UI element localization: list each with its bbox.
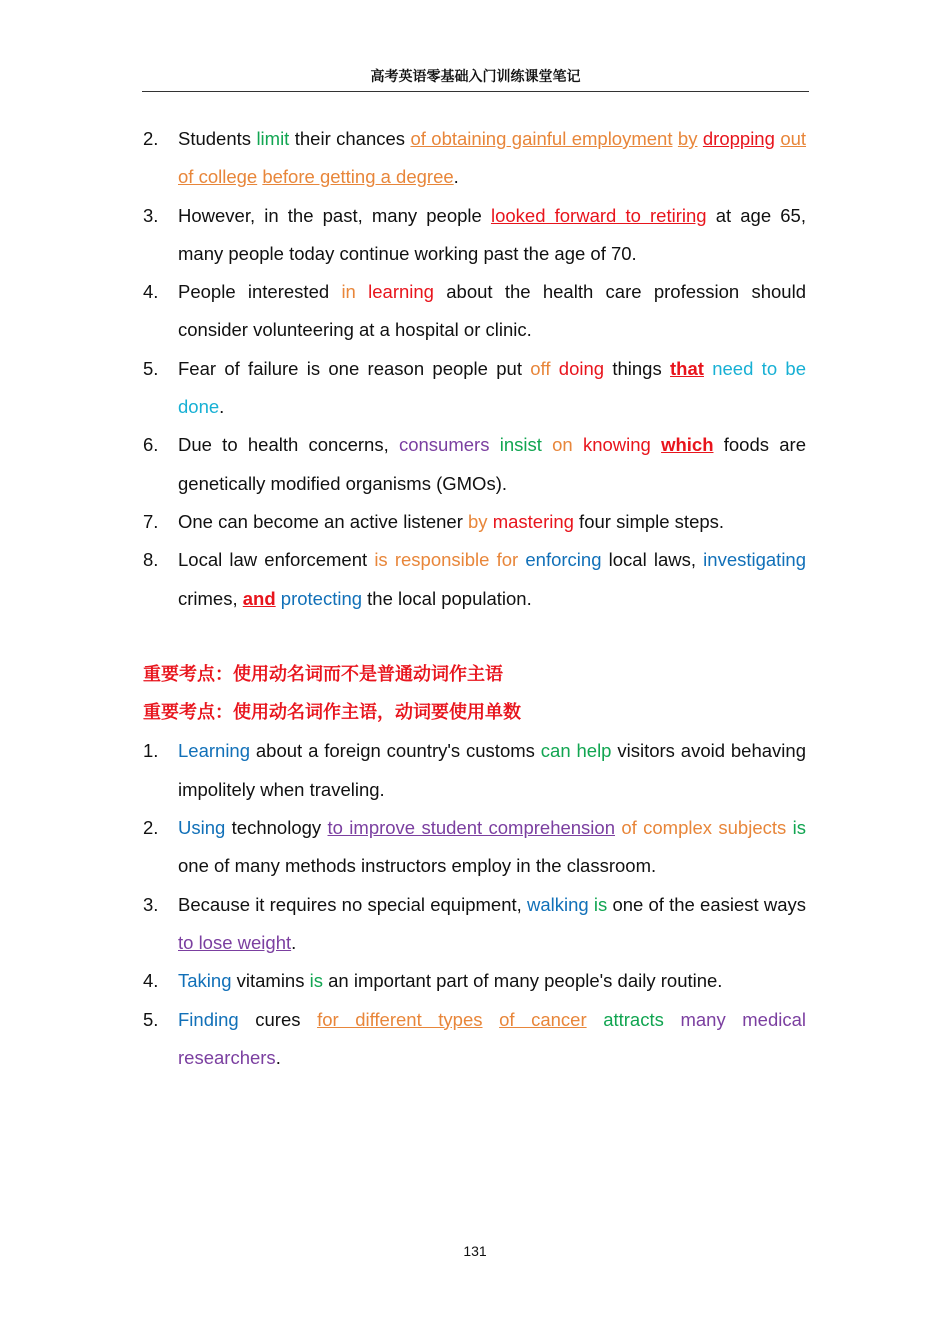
list-item <box>143 809 806 886</box>
text-run <box>483 1009 500 1030</box>
text-run <box>587 1009 604 1030</box>
text-run: things <box>604 357 671 379</box>
highlighted-phrase: Learning <box>178 740 251 762</box>
highlighted-phrase: insist <box>499 434 542 456</box>
list-item-text <box>178 281 806 340</box>
list-item-text <box>178 205 806 264</box>
list-item <box>143 197 806 274</box>
text-run: about a foreign country's customs <box>250 740 541 762</box>
highlighted-phrase: Using <box>178 817 226 839</box>
highlighted-phrase: investigating <box>703 549 807 571</box>
highlighted-phrase: that <box>670 357 704 379</box>
page-content <box>143 120 806 1077</box>
text-run: foods are genetically modified organisms (GMOs). <box>178 434 806 494</box>
list-item <box>143 1001 806 1078</box>
text-run <box>551 358 559 379</box>
header-divider <box>142 91 809 92</box>
list-item-text <box>178 1009 806 1068</box>
highlighted-phrase: dropping <box>702 128 775 149</box>
text-run: One can become an active listener <box>178 510 468 532</box>
list-item-number: 3. <box>143 893 159 915</box>
text-run <box>704 358 712 379</box>
highlighted-phrase: Finding <box>178 1008 239 1030</box>
highlighted-phrase: in <box>341 281 356 303</box>
list-item-number: 6. <box>143 434 159 456</box>
text-run: Local law enforcement <box>178 549 375 571</box>
highlighted-phrase: attracts <box>603 1008 664 1030</box>
highlighted-phrase: of cancer <box>499 1008 587 1030</box>
highlighted-phrase: which <box>661 434 714 456</box>
list-item-number: 5. <box>143 357 159 379</box>
text-run: crimes, <box>178 587 243 609</box>
highlighted-phrase: on <box>552 434 573 456</box>
text-run: . <box>275 1046 281 1068</box>
text-run <box>573 434 583 455</box>
highlighted-phrase: to lose weight <box>178 931 292 953</box>
text-run: Fear of failure is one reason people put <box>178 357 531 379</box>
list-item-number: 3. <box>143 204 159 226</box>
text-run: four simple steps. <box>573 510 725 532</box>
list-item-text <box>178 511 724 532</box>
highlighted-phrase: knowing <box>582 434 651 456</box>
highlighted-phrase: enforcing <box>525 549 602 571</box>
example-list-2 <box>143 732 806 1077</box>
text-run: vitamins <box>231 970 310 992</box>
list-item-text <box>178 740 806 799</box>
list-item-text <box>178 817 806 876</box>
highlighted-phrase: before getting a degree <box>262 166 454 188</box>
text-run <box>542 434 552 455</box>
text-run: However, in the past, many people <box>178 204 491 226</box>
highlighted-phrase: to improve student comprehension <box>327 817 615 839</box>
list-item-text <box>178 970 722 991</box>
highlighted-phrase: can help <box>540 740 612 762</box>
list-item-number: 8. <box>143 549 159 571</box>
example-list-1 <box>143 120 806 618</box>
highlighted-phrase: looked forward to retiring <box>490 204 707 226</box>
text-run: the local population. <box>362 587 532 609</box>
list-item-text <box>178 434 806 493</box>
text-run: an important part of many people's daily routine. <box>323 970 723 992</box>
highlighted-phrase: consumers <box>398 434 490 456</box>
text-run: Students <box>178 128 257 149</box>
list-item <box>143 350 806 427</box>
highlighted-phrase: walking <box>526 893 589 915</box>
text-run <box>356 281 368 302</box>
page-header-title: 高考英语零基础入门训练课堂笔记 <box>370 68 581 84</box>
text-run: . <box>453 166 459 188</box>
text-run: cures <box>238 1008 318 1030</box>
highlighted-phrase: limit <box>256 128 290 149</box>
list-item <box>143 273 806 350</box>
highlighted-phrase: off <box>530 357 551 379</box>
highlighted-phrase: by <box>468 510 488 532</box>
list-item-number: 2. <box>143 817 159 839</box>
list-item <box>143 426 806 503</box>
text-run: . <box>219 396 225 418</box>
highlighted-phrase: mastering <box>492 510 574 532</box>
highlighted-phrase: of college <box>178 166 258 188</box>
list-item-text <box>178 549 806 608</box>
highlighted-phrase: for different types <box>317 1008 483 1030</box>
text-run <box>489 434 499 455</box>
list-item-number: 7. <box>143 510 159 532</box>
highlighted-phrase: protecting <box>280 587 363 609</box>
highlighted-phrase: of complex subjects <box>621 817 787 839</box>
list-item <box>143 120 806 197</box>
highlighted-phrase: is <box>309 970 323 992</box>
list-item-text <box>178 358 806 417</box>
text-run: Due to health concerns, <box>178 434 399 456</box>
text-run: . <box>291 931 297 953</box>
list-item <box>143 962 806 1000</box>
text-run: technology <box>225 817 328 839</box>
text-run: Because it requires no special equipment, <box>178 893 527 915</box>
highlighted-phrase: many medical researchers <box>178 1008 807 1068</box>
highlighted-phrase: and <box>242 587 276 609</box>
list-item-number: 4. <box>143 281 159 303</box>
highlighted-phrase: is responsible for <box>374 549 519 571</box>
highlighted-phrase: is <box>593 893 608 915</box>
list-item <box>143 541 806 618</box>
list-item <box>143 503 806 541</box>
highlighted-phrase: doing <box>558 357 605 379</box>
text-run: visitors avoid behaving impolitely when traveling. <box>178 740 806 800</box>
key-point-heading-2: 重要考点：使用动名词作主语，动词要使用单数 <box>143 702 521 724</box>
list-item-text <box>178 128 806 187</box>
list-item <box>143 886 806 963</box>
text-run: their chances <box>289 128 411 149</box>
highlighted-phrase: Taking <box>178 970 232 992</box>
text-run: People interested <box>178 281 342 303</box>
list-item-number: 5. <box>143 1008 159 1030</box>
text-run <box>664 1009 681 1030</box>
list-item-number: 4. <box>143 970 159 992</box>
text-run: one of many methods instructors employ in the classroom. <box>178 855 657 877</box>
section-spacer <box>143 618 806 656</box>
list-item-text <box>178 894 806 953</box>
key-point-heading-1: 重要考点：使用动名词而不是普通动词作主语 <box>143 663 503 685</box>
text-run: about the health care profession should consider volunteering at a hospital or clinic. <box>178 281 806 341</box>
highlighted-phrase: is <box>792 817 806 839</box>
list-item-number: 1. <box>143 740 159 762</box>
text-run: one of the easiest ways <box>607 893 807 915</box>
highlighted-phrase: out <box>780 128 807 149</box>
text-run: at age 65, many people today continue working past the age of 70. <box>178 204 806 264</box>
highlighted-phrase: of obtaining gainful employment <box>410 128 673 149</box>
highlighted-phrase: need to be done <box>178 357 806 418</box>
highlighted-phrase: by <box>677 128 698 149</box>
page-number: 131 <box>463 1243 487 1259</box>
list-item-number: 2. <box>143 128 159 149</box>
highlighted-phrase: learning <box>368 281 434 303</box>
text-run: local laws, <box>601 549 704 571</box>
text-run <box>651 434 661 455</box>
list-item <box>143 732 806 809</box>
